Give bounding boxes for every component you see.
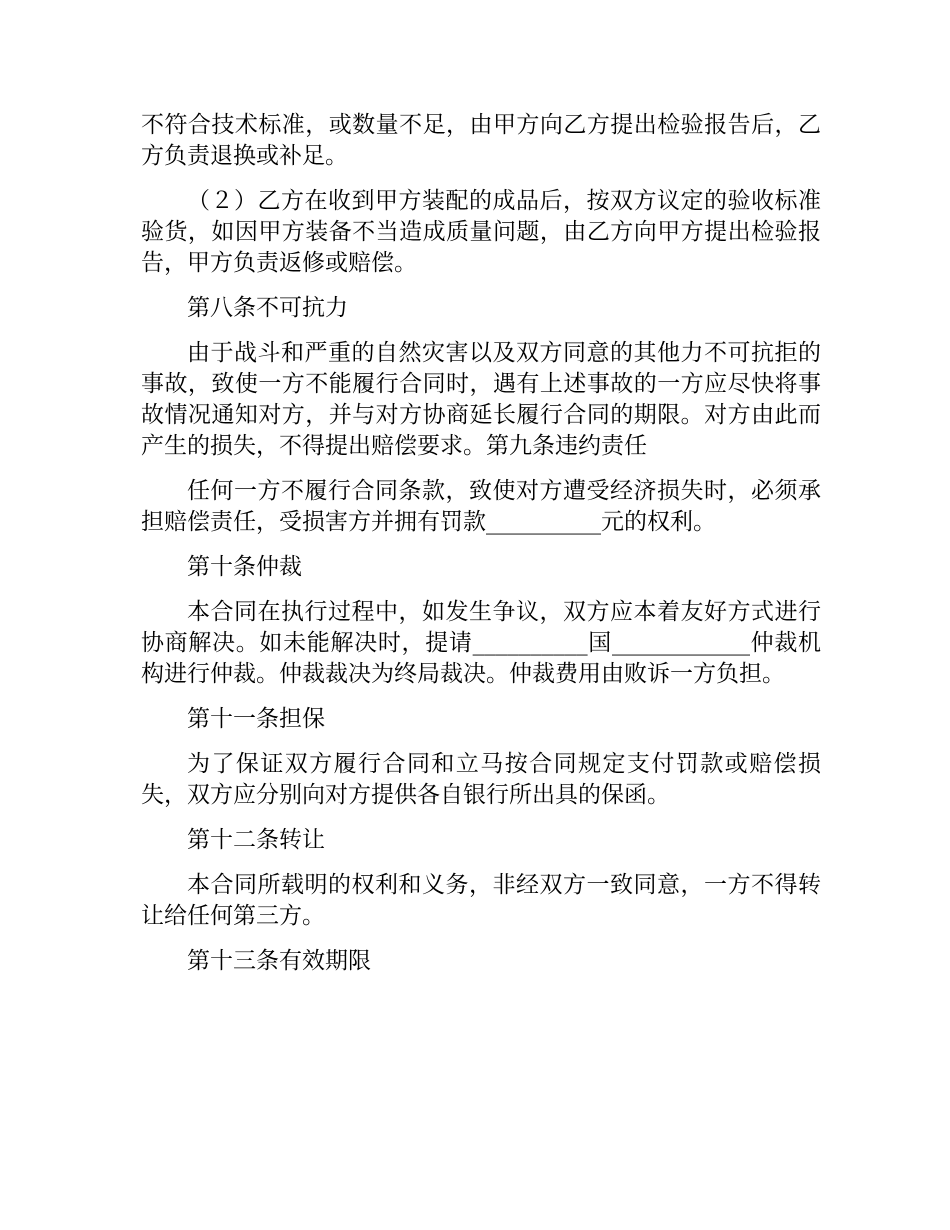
paragraph-guarantee: 为了保证双方履行合同和立马按合同规定支付罚款或赔偿损失，双方应分别向对方提供各自银行所出具的保函。 — [141, 751, 821, 808]
paragraph-force-majeure: 由于战斗和严重的自然灾害以及双方同意的其他力不可抗拒的事故，致使一方不能履行合同时，遇有上述事故的一方应尽快将事故情况通知对方，并与对方协商延长履行合同的期限。对方由此而产生的损失，不得提出赔偿要求。第九条违约责任 — [141, 340, 821, 459]
paragraph-transfer: 本合同所载明的权利和义务，非经双方一致同意，一方不得转让给任何第三方。 — [141, 872, 821, 929]
heading-article-11: 第十一条担保 — [187, 706, 325, 732]
paragraph-finished-goods-inspection: （２）乙方在收到甲方装配的成品后，按双方议定的验收标准验货，如因甲方装备不当造成质量问题，由乙方向甲方提出检验报告，甲方负责返修或赔偿。 — [141, 188, 821, 276]
document-page — [141, 110, 821, 991]
heading-article-8: 第八条不可抗力 — [187, 295, 348, 321]
paragraph-breach-liability: 任何一方不履行合同条款，致使对方遭受经济损失时，必须承担赔偿责任，受损害方并拥有罚款__________元的权利。 — [141, 478, 821, 535]
heading-article-13: 第十三条有效期限 — [187, 948, 371, 974]
heading-article-12: 第十二条转让 — [187, 827, 325, 853]
heading-article-10: 第十条仲裁 — [187, 554, 302, 580]
paragraph-arbitration: 本合同在执行过程中，如发生争议，双方应本着友好方式进行协商解决。如未能解决时，提请__________国____________仲裁机构进行仲裁。仲裁裁决为终局裁决。仲裁费用由败诉一方负担。 — [141, 599, 821, 687]
paragraph-inspection-continued: 不符合技术标准，或数量不足，由甲方向乙方提出检验报告后，乙方负责退换或补足。 — [141, 112, 821, 169]
